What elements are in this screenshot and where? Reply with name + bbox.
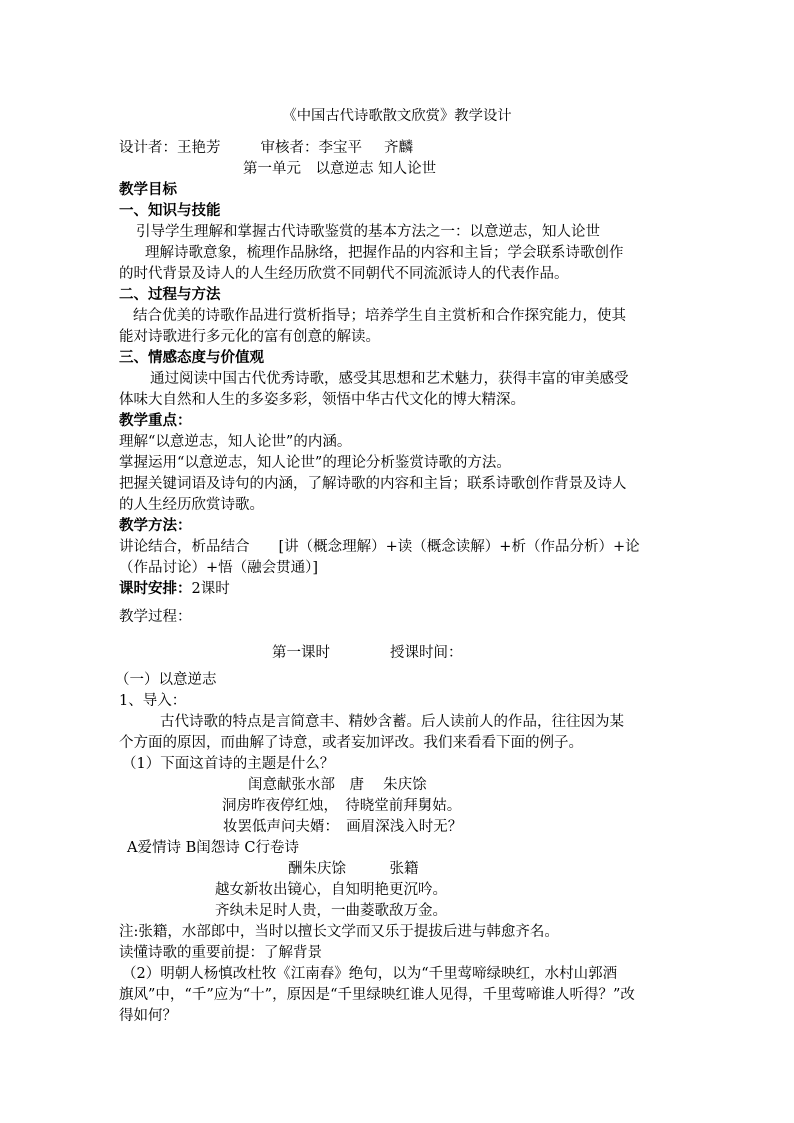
premise-line: 读懂诗歌的重要前提：了解背景: [119, 945, 322, 961]
paragraph-line: 掌握运用“以意逆志，知人论世”的理论分析鉴赏诗歌的方法。: [119, 455, 511, 471]
intro-label: 1、导入：: [119, 693, 187, 709]
reviewer-name-2: 齐麟: [384, 140, 413, 156]
paragraph-line: 个方面的原因，而曲解了诗意，或者妄加评改。我们来看看下面的例子。: [119, 735, 583, 751]
method-heading: 教学方法：: [119, 517, 192, 534]
paragraph-line: 的人生经历欣赏诗歌。: [119, 497, 264, 513]
paragraph-line: 能对诗歌进行多元化的富有创意的解读。: [119, 329, 380, 345]
answer-options: A爱情诗 B闺怨诗 C行卷诗: [127, 840, 299, 856]
paragraph-line: （作品讨论）+悟（融会贯通）]: [119, 560, 319, 576]
poem-title: 酬朱庆馀 张籍: [288, 861, 419, 877]
paragraph-line: 引导学生理解和掌握古代诗歌鉴赏的基本方法之一：以意逆志，知人论世: [136, 224, 600, 240]
goals-heading: 教学目标: [119, 181, 177, 198]
key-points-heading: 教学重点：: [119, 412, 192, 429]
designer-label: 设计者：: [119, 140, 177, 156]
hours-line: [119, 579, 230, 599]
note-line: 注:张籍，水部郎中，当时以擅长文学而又乐于提拔后进与韩愈齐名。: [119, 924, 559, 940]
reviewer-label: 审核者：: [260, 140, 319, 156]
poem-line: 越女新妆出镜心，自知明艳更沉吟。: [215, 882, 447, 898]
paragraph-line: 旗风”中，“千”应为“十”，原因是“千里绿映红谁人见得，千里莺啼谁人听得？”改: [119, 987, 635, 1003]
reviewer-name: 李宝平: [318, 140, 362, 156]
part-heading: （一）以意逆志: [115, 672, 217, 688]
lesson-title: 第一课时: [272, 645, 330, 661]
poem-line: 齐纨未足时人贵，一曲菱歌敌万金。: [215, 903, 447, 919]
process-label: 教学过程：: [119, 609, 192, 625]
hours-value: 2课时: [191, 581, 230, 597]
paragraph-line: 体味大自然和人生的多姿多彩，领悟中华古代文化的博大精深。: [119, 392, 525, 408]
paragraph-line: 得如何？: [119, 1008, 177, 1024]
paragraph-line: 通过阅读中国古代优秀诗歌，感受其思想和艺术魅力，获得丰富的审美感受: [150, 371, 629, 387]
credits-line: [119, 138, 413, 158]
poem-title: 闺意献张水部 唐 朱庆馀: [248, 777, 427, 793]
designer-name: 王艳芳: [177, 140, 221, 156]
paragraph-line: 讲论结合，析品结合 [讲（概念理解）+读（概念读解）+析（作品分析）+论: [119, 539, 640, 555]
question-2: （2）明朝人杨慎改杜牧《江南春》绝句，以为“千里莺啼绿映红，水村山郭酒: [122, 966, 618, 982]
poem-line: 妆罢低声问夫婿： 画眉深浅入时无？: [223, 819, 463, 835]
page-title: 《中国古代诗歌散文欣赏》教学设计: [282, 108, 512, 124]
unit-title: 第一单元 以意逆志 知人论世: [243, 161, 437, 177]
poem-line: 洞房昨夜停红烛， 待晓堂前拜舅姑。: [222, 798, 462, 814]
section-heading-knowledge: 一、知识与技能: [119, 202, 221, 219]
paragraph-line: 结合优美的诗歌作品进行赏析指导；培养学生自主赏析和合作探究能力，使其: [133, 308, 626, 324]
paragraph-line: 古代诗歌的特点是言简意丰、精妙含蓄。后人读前人的作品，往往因为某: [160, 714, 624, 730]
paragraph-line: 理解“以意逆志，知人论世”的内涵。: [119, 434, 352, 450]
paragraph-line: 的时代背景及诗人的人生经历欣赏不同朝代不同流派诗人的代表作品。: [119, 266, 569, 282]
question-1: （1）下面这首诗的主题是什么？: [122, 756, 335, 772]
section-heading-values: 三、情感态度与价值观: [119, 349, 264, 366]
paragraph-line: 把握关键词语及诗句的内涵，了解诗歌的内容和主旨；联系诗歌创作背景及诗人: [119, 476, 627, 492]
lesson-time-label: 授课时间：: [390, 645, 463, 661]
section-heading-process: 二、过程与方法: [119, 286, 221, 303]
hours-label: 课时安排：: [119, 580, 192, 597]
paragraph-line: 理解诗歌意象，梳理作品脉络，把握作品的内容和主旨；学会联系诗歌创作: [145, 245, 624, 261]
